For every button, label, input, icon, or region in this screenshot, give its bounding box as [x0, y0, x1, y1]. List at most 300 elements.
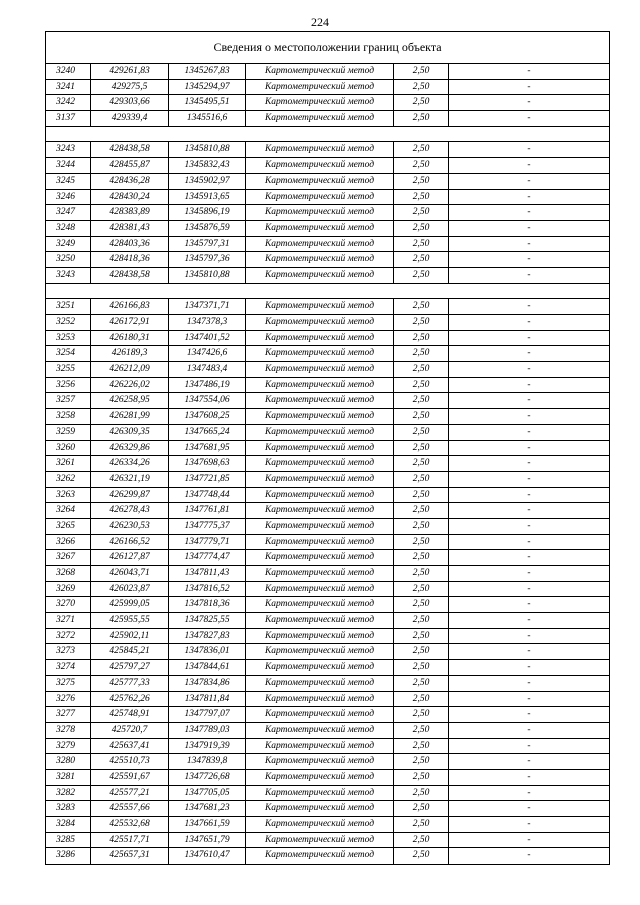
accuracy-cell: 2,50 [394, 346, 449, 361]
group-separator-row [46, 284, 609, 300]
description-cell: - [527, 254, 531, 265]
point-number-cell: 3271 [46, 613, 91, 628]
table-row [46, 111, 609, 127]
point-number-cell: 3259 [46, 425, 91, 440]
description-cell: - [527, 426, 531, 437]
point-number-cell: 3279 [46, 739, 91, 754]
point-number-cell: 3245 [46, 174, 91, 189]
method-cell: Картометрический метод [246, 441, 394, 456]
method-cell: Картометрический метод [246, 848, 394, 864]
table-row [46, 142, 609, 158]
table-row [46, 315, 609, 331]
accuracy-cell: 2,50 [394, 80, 449, 95]
method-cell: Картометрический метод [246, 190, 394, 205]
table-row [46, 676, 609, 692]
accuracy-cell: 2,50 [394, 676, 449, 691]
table-title: Сведения о местоположении границ объекта [46, 32, 609, 64]
table-row [46, 393, 609, 409]
accuracy-cell: 2,50 [394, 488, 449, 503]
table-row [46, 644, 609, 660]
method-cell: Картометрический метод [246, 331, 394, 346]
table-row [46, 64, 609, 80]
point-number-cell: 3285 [46, 833, 91, 848]
method-cell: Картометрический метод [246, 582, 394, 597]
boundary-table [45, 31, 610, 865]
accuracy-cell: 2,50 [394, 299, 449, 314]
table-row [46, 268, 609, 284]
coord-x-cell: 428438,58 [91, 268, 169, 283]
coord-y-cell: 1347610,47 [169, 848, 246, 864]
point-number-cell: 3282 [46, 786, 91, 801]
point-number-cell: 3274 [46, 660, 91, 675]
page-number: 224 [311, 15, 329, 29]
method-cell: Картометрический метод [246, 692, 394, 707]
point-number-cell: 3256 [46, 378, 91, 393]
description-cell: - [527, 348, 531, 359]
coord-y-cell: 1347726,68 [169, 770, 246, 785]
accuracy-cell: 2,50 [394, 268, 449, 283]
method-cell: Картометрический метод [246, 597, 394, 612]
coord-x-cell: 425777,33 [91, 676, 169, 691]
table-row [46, 362, 609, 378]
table-row [46, 346, 609, 362]
description-cell: - [527, 301, 531, 312]
description-cell: - [527, 442, 531, 453]
description-cell: - [527, 662, 531, 673]
coord-y-cell: 1347486,19 [169, 378, 246, 393]
coord-x-cell: 426281,99 [91, 409, 169, 424]
point-number-cell: 3137 [46, 111, 91, 126]
table-row [46, 817, 609, 833]
table-row [46, 582, 609, 598]
method-cell: Картометрический метод [246, 378, 394, 393]
coord-x-cell: 426334,26 [91, 456, 169, 471]
coord-x-cell: 426180,31 [91, 331, 169, 346]
coord-x-cell: 425999,05 [91, 597, 169, 612]
accuracy-cell: 2,50 [394, 252, 449, 267]
coord-x-cell: 425762,26 [91, 692, 169, 707]
table-row [46, 786, 609, 802]
coord-y-cell: 1345902,97 [169, 174, 246, 189]
coord-x-cell: 426172,91 [91, 315, 169, 330]
accuracy-cell: 2,50 [394, 362, 449, 377]
coord-x-cell: 426226,02 [91, 378, 169, 393]
accuracy-cell: 2,50 [394, 64, 449, 79]
method-cell: Картометрический метод [246, 644, 394, 659]
coord-y-cell: 1347919,39 [169, 739, 246, 754]
accuracy-cell: 2,50 [394, 723, 449, 738]
table-row [46, 488, 609, 504]
accuracy-cell: 2,50 [394, 770, 449, 785]
coord-y-cell: 1345516,6 [169, 111, 246, 126]
point-number-cell: 3251 [46, 299, 91, 314]
coord-y-cell: 1347401,52 [169, 331, 246, 346]
accuracy-cell: 2,50 [394, 519, 449, 534]
coord-x-cell: 426321,19 [91, 472, 169, 487]
coord-x-cell: 426212,09 [91, 362, 169, 377]
coord-x-cell: 425845,21 [91, 644, 169, 659]
description-cell: - [527, 583, 531, 594]
description-cell: - [527, 677, 531, 688]
coord-x-cell: 426127,87 [91, 550, 169, 565]
point-number-cell: 3243 [46, 142, 91, 157]
coord-x-cell: 426043,71 [91, 566, 169, 581]
accuracy-cell: 2,50 [394, 393, 449, 408]
description-cell: - [527, 756, 531, 767]
method-cell: Картометрический метод [246, 488, 394, 503]
table-row [46, 801, 609, 817]
description-cell: - [527, 803, 531, 814]
coord-x-cell: 428438,58 [91, 142, 169, 157]
coord-x-cell: 425955,55 [91, 613, 169, 628]
coord-y-cell: 1347661,59 [169, 817, 246, 832]
description-cell: - [527, 379, 531, 390]
description-cell: - [527, 191, 531, 202]
coord-y-cell: 1347774,47 [169, 550, 246, 565]
description-cell: - [527, 113, 531, 124]
coord-y-cell: 1347554,06 [169, 393, 246, 408]
coord-y-cell: 1347698,63 [169, 456, 246, 471]
table-row [46, 331, 609, 347]
accuracy-cell: 2,50 [394, 817, 449, 832]
table-row [46, 707, 609, 723]
accuracy-cell: 2,50 [394, 190, 449, 205]
coord-y-cell: 1347705,05 [169, 786, 246, 801]
description-cell: - [527, 269, 531, 280]
coord-y-cell: 1347378,3 [169, 315, 246, 330]
accuracy-cell: 2,50 [394, 582, 449, 597]
method-cell: Картометрический метод [246, 613, 394, 628]
accuracy-cell: 2,50 [394, 597, 449, 612]
coord-x-cell: 428436,28 [91, 174, 169, 189]
coord-x-cell: 426278,43 [91, 503, 169, 518]
point-number-cell: 3262 [46, 472, 91, 487]
coord-x-cell: 428383,89 [91, 205, 169, 220]
accuracy-cell: 2,50 [394, 739, 449, 754]
table-row [46, 550, 609, 566]
point-number-cell: 3272 [46, 629, 91, 644]
description-cell: - [527, 850, 531, 861]
method-cell: Картометрический метод [246, 111, 394, 126]
coord-y-cell: 1347797,07 [169, 707, 246, 722]
method-cell: Картометрический метод [246, 629, 394, 644]
coord-x-cell: 425902,11 [91, 629, 169, 644]
point-number-cell: 3244 [46, 158, 91, 173]
coord-x-cell: 426329,86 [91, 441, 169, 456]
method-cell: Картометрический метод [246, 205, 394, 220]
table-row [46, 237, 609, 253]
coord-x-cell: 425557,66 [91, 801, 169, 816]
coord-y-cell: 1347426,6 [169, 346, 246, 361]
method-cell: Картометрический метод [246, 833, 394, 848]
coord-y-cell: 1347779,71 [169, 535, 246, 550]
coord-x-cell: 428430,24 [91, 190, 169, 205]
point-number-cell: 3260 [46, 441, 91, 456]
description-cell: - [527, 473, 531, 484]
coord-y-cell: 1347825,55 [169, 613, 246, 628]
coord-x-cell: 426166,83 [91, 299, 169, 314]
coord-x-cell: 426299,87 [91, 488, 169, 503]
coord-y-cell: 1347839,8 [169, 754, 246, 769]
description-cell: - [527, 317, 531, 327]
coord-y-cell: 1347789,03 [169, 723, 246, 738]
description-cell: - [527, 81, 531, 92]
point-number-cell: 3243 [46, 268, 91, 283]
point-number-cell: 3246 [46, 190, 91, 205]
point-number-cell: 3258 [46, 409, 91, 424]
coord-x-cell: 425577,21 [91, 786, 169, 801]
method-cell: Картометрический метод [246, 535, 394, 550]
point-number-cell: 3264 [46, 503, 91, 518]
coord-x-cell: 425637,41 [91, 739, 169, 754]
point-number-cell: 3286 [46, 848, 91, 864]
accuracy-cell: 2,50 [394, 205, 449, 220]
description-cell: - [527, 819, 531, 829]
method-cell: Картометрический метод [246, 503, 394, 518]
table-row [46, 613, 609, 629]
coord-y-cell: 1347371,71 [169, 299, 246, 314]
accuracy-cell: 2,50 [394, 315, 449, 330]
coord-x-cell: 425720,7 [91, 723, 169, 738]
point-number-cell: 3277 [46, 707, 91, 722]
method-cell: Картометрический метод [246, 786, 394, 801]
coord-x-cell: 425532,68 [91, 817, 169, 832]
description-cell: - [527, 630, 531, 641]
table-row [46, 378, 609, 394]
accuracy-cell: 2,50 [394, 456, 449, 471]
description-cell: - [527, 332, 531, 343]
method-cell: Картометрический метод [246, 676, 394, 691]
coord-x-cell: 426230,53 [91, 519, 169, 534]
description-cell: - [527, 771, 531, 782]
description-cell: - [527, 787, 531, 798]
coord-x-cell: 425748,91 [91, 707, 169, 722]
coord-y-cell: 1347811,84 [169, 692, 246, 707]
description-cell: - [527, 222, 531, 233]
accuracy-cell: 2,50 [394, 613, 449, 628]
point-number-cell: 3269 [46, 582, 91, 597]
accuracy-cell: 2,50 [394, 378, 449, 393]
coord-y-cell: 1347761,81 [169, 503, 246, 518]
table-row [46, 299, 609, 315]
coord-x-cell: 428418,36 [91, 252, 169, 267]
coord-y-cell: 1345797,31 [169, 237, 246, 252]
coord-x-cell: 428381,43 [91, 221, 169, 236]
accuracy-cell: 2,50 [394, 786, 449, 801]
method-cell: Картометрический метод [246, 425, 394, 440]
point-number-cell: 3242 [46, 95, 91, 110]
point-number-cell: 3255 [46, 362, 91, 377]
accuracy-cell: 2,50 [394, 174, 449, 189]
point-number-cell: 3275 [46, 676, 91, 691]
point-number-cell: 3266 [46, 535, 91, 550]
point-number-cell: 3273 [46, 644, 91, 659]
coord-y-cell: 1347608,25 [169, 409, 246, 424]
point-number-cell: 3249 [46, 237, 91, 252]
accuracy-cell: 2,50 [394, 503, 449, 518]
method-cell: Картометрический метод [246, 221, 394, 236]
description-cell: - [527, 552, 531, 563]
method-cell: Картометрический метод [246, 362, 394, 377]
table-row [46, 425, 609, 441]
method-cell: Картометрический метод [246, 550, 394, 565]
coord-y-cell: 1345810,88 [169, 268, 246, 283]
description-cell: - [527, 724, 531, 735]
coord-y-cell: 1345810,88 [169, 142, 246, 157]
coord-y-cell: 1347844,61 [169, 660, 246, 675]
method-cell: Картометрический метод [246, 409, 394, 424]
coord-y-cell: 1345913,65 [169, 190, 246, 205]
coord-y-cell: 1347834,86 [169, 676, 246, 691]
table-row [46, 221, 609, 237]
accuracy-cell: 2,50 [394, 660, 449, 675]
description-cell: - [527, 520, 531, 531]
method-cell: Картометрический метод [246, 754, 394, 769]
method-cell: Картометрический метод [246, 174, 394, 189]
accuracy-cell: 2,50 [394, 754, 449, 769]
coord-y-cell: 1347827,83 [169, 629, 246, 644]
coord-x-cell: 425797,27 [91, 660, 169, 675]
coord-y-cell: 1345832,43 [169, 158, 246, 173]
method-cell: Картометрический метод [246, 817, 394, 832]
description-cell: - [527, 599, 531, 610]
description-cell: - [527, 834, 531, 845]
description-cell: - [527, 97, 531, 108]
coord-x-cell: 429275,5 [91, 80, 169, 95]
method-cell: Картометрический метод [246, 566, 394, 581]
accuracy-cell: 2,50 [394, 425, 449, 440]
table-row [46, 519, 609, 535]
description-cell: - [527, 489, 531, 500]
table-row [46, 441, 609, 457]
coord-x-cell: 425591,67 [91, 770, 169, 785]
table-row [46, 535, 609, 551]
table-row [46, 848, 609, 864]
table-row [46, 95, 609, 111]
table-row [46, 597, 609, 613]
description-cell: - [527, 740, 531, 751]
method-cell: Картометрический метод [246, 315, 394, 330]
accuracy-cell: 2,50 [394, 848, 449, 864]
coord-y-cell: 1347681,23 [169, 801, 246, 816]
accuracy-cell: 2,50 [394, 237, 449, 252]
description-cell: - [527, 568, 531, 578]
coord-x-cell: 426023,87 [91, 582, 169, 597]
method-cell: Картометрический метод [246, 237, 394, 252]
accuracy-cell: 2,50 [394, 692, 449, 707]
coord-x-cell: 425657,31 [91, 848, 169, 864]
point-number-cell: 3263 [46, 488, 91, 503]
accuracy-cell: 2,50 [394, 566, 449, 581]
point-number-cell: 3284 [46, 817, 91, 832]
description-cell: - [527, 458, 531, 469]
coord-y-cell: 1345797,36 [169, 252, 246, 267]
description-cell: - [527, 646, 531, 657]
coord-y-cell: 1347483,4 [169, 362, 246, 377]
accuracy-cell: 2,50 [394, 409, 449, 424]
description-cell: - [527, 144, 531, 155]
table-row [46, 252, 609, 268]
accuracy-cell: 2,50 [394, 142, 449, 157]
table-row [46, 472, 609, 488]
table-row [46, 692, 609, 708]
method-cell: Картометрический метод [246, 142, 394, 157]
description-cell: - [527, 536, 531, 547]
accuracy-cell: 2,50 [394, 707, 449, 722]
coord-y-cell: 1347721,85 [169, 472, 246, 487]
point-number-cell: 3250 [46, 252, 91, 267]
description-cell: - [527, 175, 531, 186]
method-cell: Картометрический метод [246, 95, 394, 110]
coord-x-cell: 429339,4 [91, 111, 169, 126]
coord-y-cell: 1347651,79 [169, 833, 246, 848]
description-cell: - [527, 709, 531, 720]
coord-y-cell: 1347665,24 [169, 425, 246, 440]
point-number-cell: 3278 [46, 723, 91, 738]
method-cell: Картометрический метод [246, 252, 394, 267]
point-number-cell: 3247 [46, 205, 91, 220]
coord-x-cell: 428455,87 [91, 158, 169, 173]
method-cell: Картометрический метод [246, 660, 394, 675]
table-row [46, 80, 609, 96]
coord-x-cell: 429261,83 [91, 64, 169, 79]
coord-y-cell: 1347811,43 [169, 566, 246, 581]
accuracy-cell: 2,50 [394, 833, 449, 848]
accuracy-cell: 2,50 [394, 629, 449, 644]
point-number-cell: 3248 [46, 221, 91, 236]
accuracy-cell: 2,50 [394, 801, 449, 816]
description-cell: - [527, 411, 531, 422]
table-row [46, 174, 609, 190]
method-cell: Картометрический метод [246, 707, 394, 722]
table-row [46, 158, 609, 174]
table-row [46, 503, 609, 519]
method-cell: Картометрический метод [246, 801, 394, 816]
coord-y-cell: 1347681,95 [169, 441, 246, 456]
coord-x-cell: 425517,71 [91, 833, 169, 848]
description-cell: - [527, 66, 531, 76]
method-cell: Картометрический метод [246, 346, 394, 361]
coord-y-cell: 1345876,59 [169, 221, 246, 236]
description-cell: - [527, 238, 531, 249]
accuracy-cell: 2,50 [394, 441, 449, 456]
table-row [46, 409, 609, 425]
table-row [46, 456, 609, 472]
description-cell: - [527, 693, 531, 704]
coord-y-cell: 1347836,01 [169, 644, 246, 659]
coord-y-cell: 1347775,37 [169, 519, 246, 534]
coord-y-cell: 1347816,52 [169, 582, 246, 597]
method-cell: Картометрический метод [246, 739, 394, 754]
point-number-cell: 3276 [46, 692, 91, 707]
point-number-cell: 3270 [46, 597, 91, 612]
point-number-cell: 3268 [46, 566, 91, 581]
table-row [46, 754, 609, 770]
coord-x-cell: 425510,73 [91, 754, 169, 769]
table-row [46, 833, 609, 849]
description-cell: - [527, 505, 531, 516]
point-number-cell: 3261 [46, 456, 91, 471]
coord-y-cell: 1345896,19 [169, 205, 246, 220]
table-body [46, 64, 609, 864]
description-cell: - [527, 395, 531, 406]
table-row [46, 770, 609, 786]
method-cell: Картометрический метод [246, 472, 394, 487]
point-number-cell: 3265 [46, 519, 91, 534]
coord-y-cell: 1345495,51 [169, 95, 246, 110]
point-number-cell: 3240 [46, 64, 91, 79]
method-cell: Картометрический метод [246, 158, 394, 173]
